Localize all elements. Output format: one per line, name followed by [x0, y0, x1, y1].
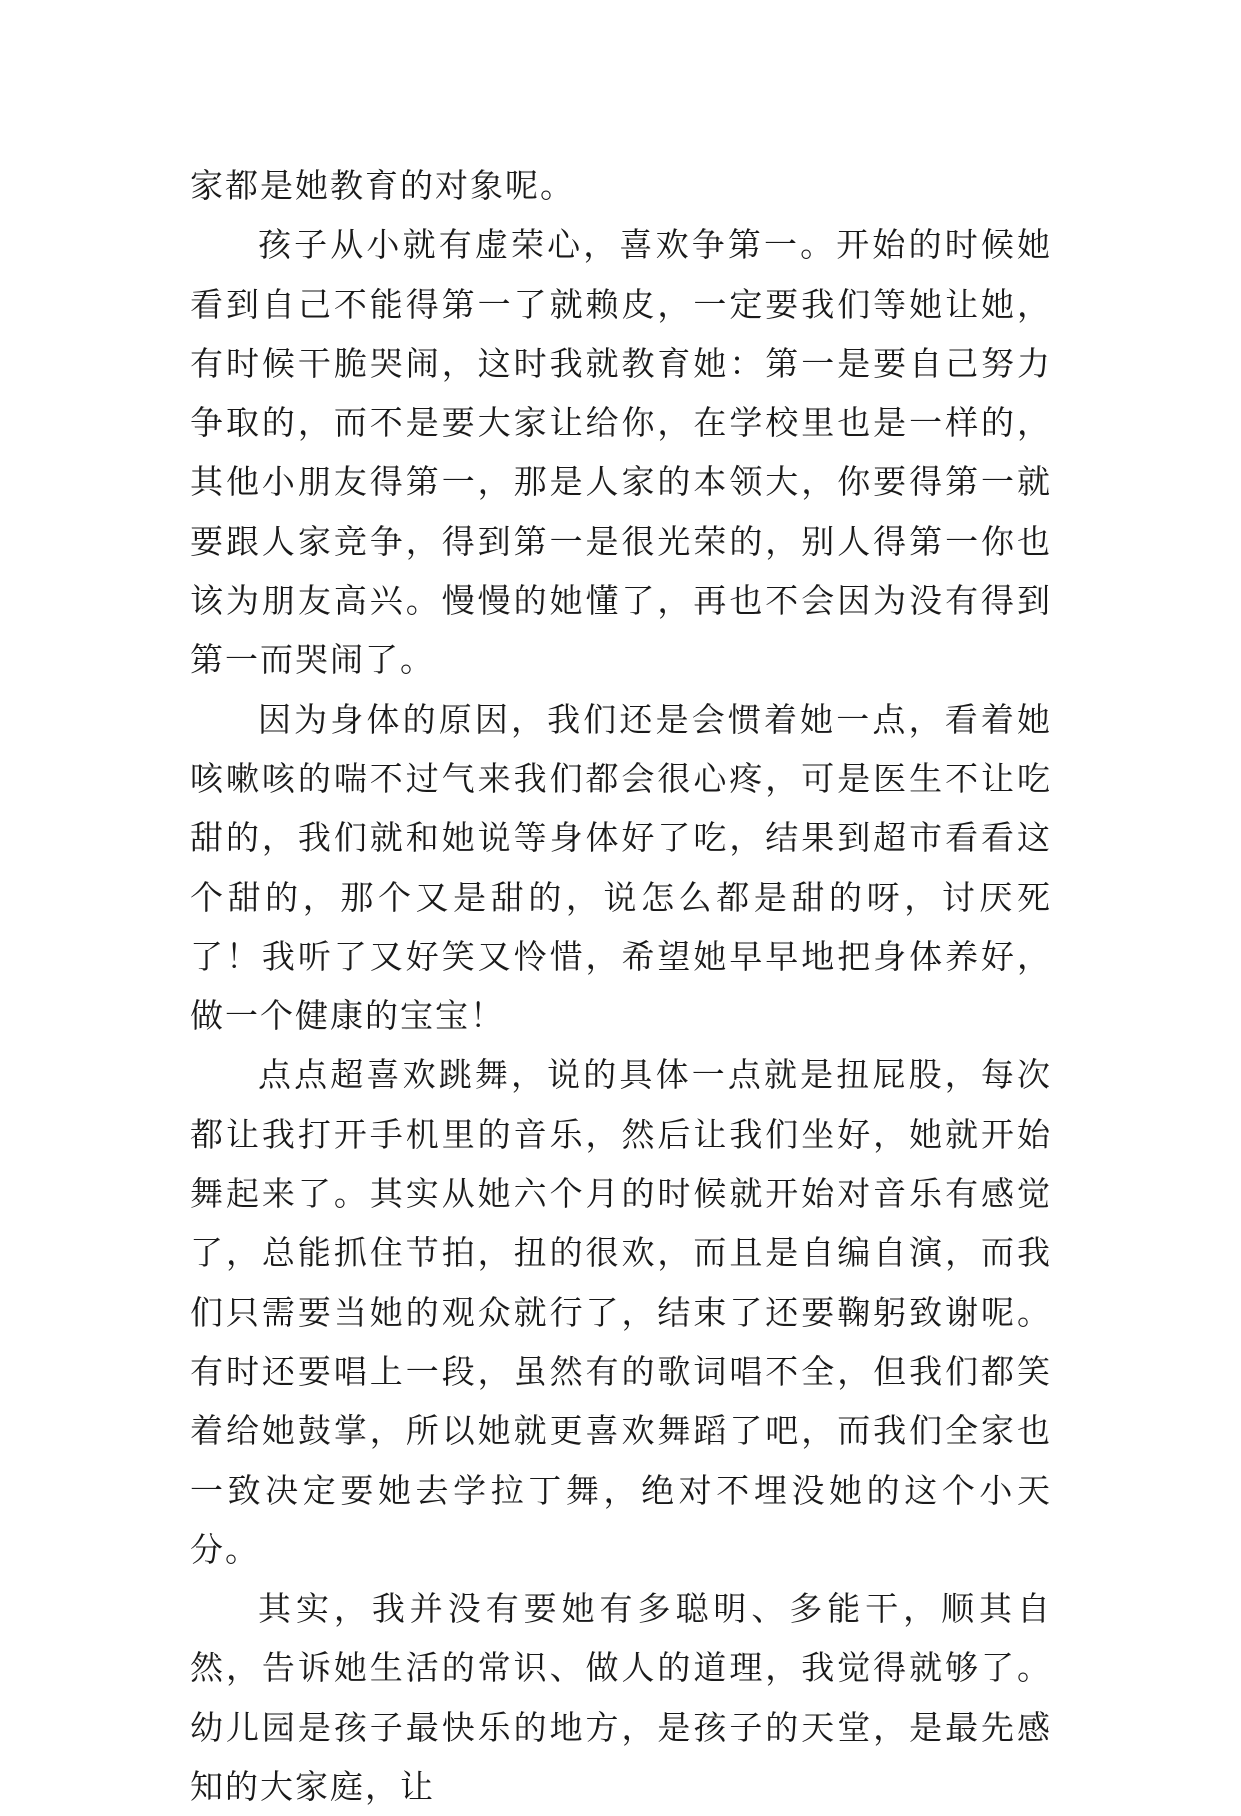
paragraph-4: 点点超喜欢跳舞，说的具体一点就是扭屁股，每次都让我打开手机里的音乐，然后让我们坐好，她就开始舞起来了。其实从她六个月的时候就开始对音乐有感觉了，总能抓住节拍，扭的很欢，而且是自编自演，而我们只需要当她的观众就行了，结束了还要鞠躬致谢呢。有时还要唱上一段，虽然有的歌词唱不全，但我们都笑着给她鼓掌，所以她就更喜欢舞蹈了吧，而我们全家也一致决定要她去学拉丁舞，绝对不埋没她的这个小天分。 [190, 1055, 1052, 1569]
paragraph-3: 因为身体的原因，我们还是会惯着她一点，看着她咳嗽咳的喘不过气来我们都会很心疼，可是医生不让吃甜的，我们就和她说等身体好了吃，结果到超市看看这个甜的，那个又是甜的，说怎么都是甜的呀，讨厌死了！我听了又好笑又怜惜，希望她早早地把身体养好，做一个健康的宝宝！ [190, 699, 1052, 1036]
paragraph-5: 其实，我并没有要她有多聪明、多能干，顺其自然，告诉她生活的常识、做人的道理，我觉得就够了。幼儿园是孩子最快乐的地方，是孩子的天堂，是最先感知的大家庭，让 [190, 1589, 1052, 1807]
document-body [190, 156, 1052, 1816]
paragraph-1: 家都是她教育的对象呢。 [190, 166, 575, 205]
paragraph-2: 孩子从小就有虚荣心，喜欢争第一。开始的时候她看到自己不能得第一了就赖皮，一定要我们等她让她，有时候干脆哭闹，这时我就教育她：第一是要自己努力争取的，而不是要大家让给你，在学校里也是一样的，其他小朋友得第一，那是人家的本领大，你要得第一就要跟人家竞争，得到第一是很光荣的，别人得第一你也该为朋友高兴。慢慢的她懂了，再也不会因为没有得到第一而哭闹了。 [190, 225, 1052, 680]
